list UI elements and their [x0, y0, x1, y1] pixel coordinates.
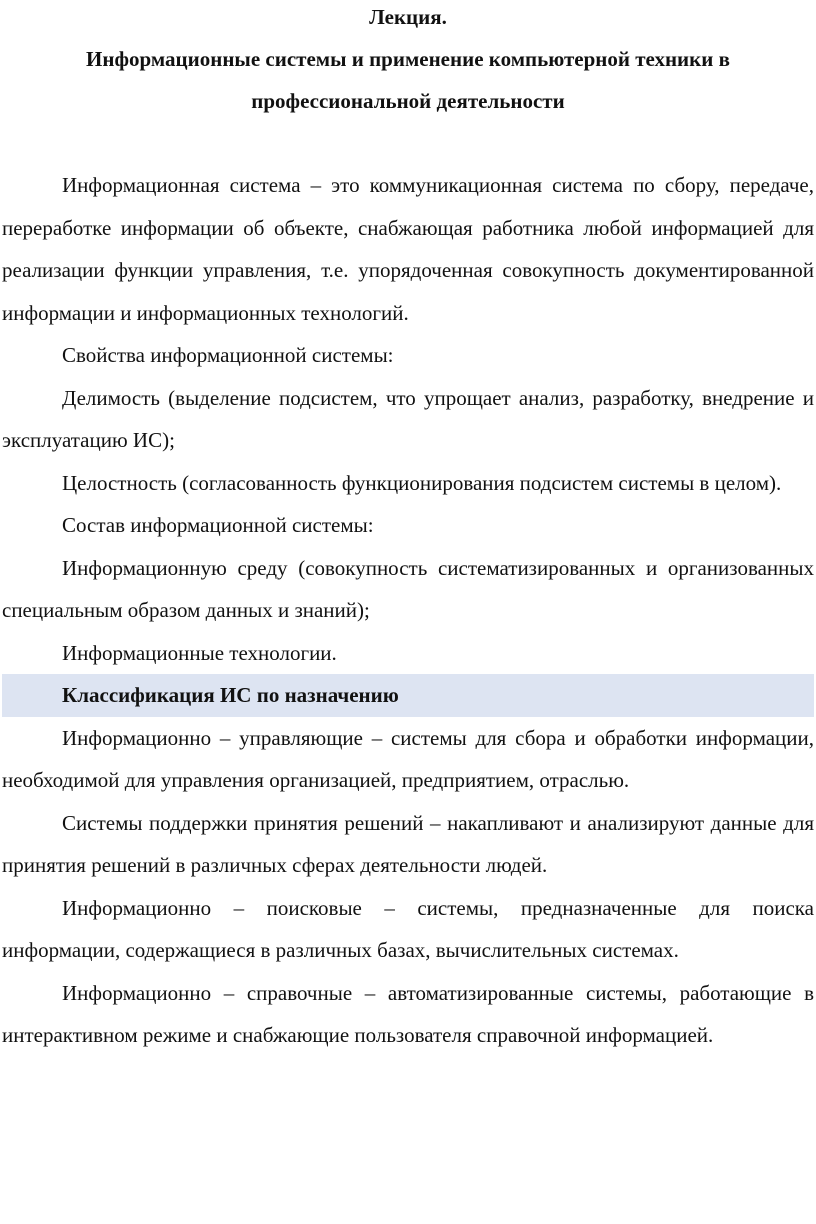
lecture-body: [2, 164, 814, 1057]
class-management: Информационно – управляющие – системы для сбора и обработки информации, необходимой для управления организацией, предприятием, отраслью.: [2, 725, 814, 792]
properties-heading: Свойства информационной системы:: [62, 343, 394, 367]
composition-environment: Информационную среду (совокупность систематизированных и организованных специальным образом данных и знаний);: [2, 555, 814, 622]
lecture-title: Лекция.: [369, 5, 447, 29]
property-integrity: Целостность (согласованность функционирования подсистем системы в целом).: [62, 470, 782, 495]
definition-paragraph: Информационная система – это коммуникационная система по сбору, передаче, переработке информации об объекте, снабжающая работника любой информацией для реализации функции управления, т.е. упорядоченная совокупность документированной информации и информационных технологий.: [2, 173, 814, 325]
class-reference: Информационно – справочные – автоматизированные системы, работающие в интерактивном режиме и снабжающие пользователя справочной информацией.: [2, 980, 814, 1047]
lecture-subtitle: Информационные системы и применение компьютерной техники в профессиональной деятельности: [86, 47, 730, 113]
property-divisibility: Делимость (выделение подсистем, что упрощает анализ, разработку, внедрение и эксплуатацию ИС);: [2, 385, 814, 452]
composition-technologies: Информационные технологии.: [62, 640, 337, 665]
composition-heading: Состав информационной системы:: [62, 513, 374, 537]
classification-heading: Классификация ИС по назначению: [2, 674, 814, 717]
class-decision-support: Системы поддержки принятия решений – накапливают и анализируют данные для принятия решений в различных сферах деятельности людей.: [2, 810, 814, 877]
class-search: Информационно – поисковые – системы, предназначенные для поиска информации, содержащиеся в различных базах, вычислительных системах.: [2, 895, 814, 962]
